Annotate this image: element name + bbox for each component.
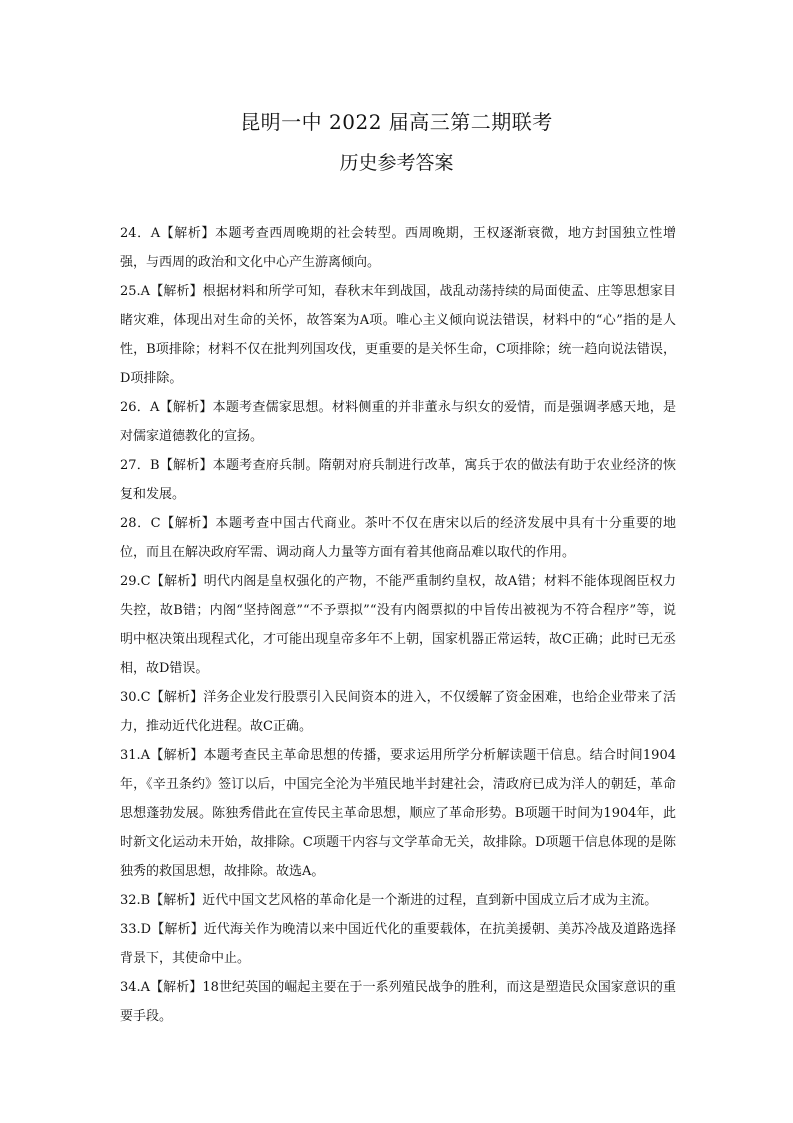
answer-item-33: 33.D【解析】近代海关作为晚清以来中国近代化的重要载体，在抗美援朝、美苏冷战及道路选择背景下，其使命中止。 [120, 922, 676, 966]
answer-item-31: 31.A【解析】本题考查民主革命思想的传播，要求运用所学分析解读题干信息。结合时间1904年，《辛丑条约》签订以后，中国完全沦为半殖民地半封建社会，清政府已成为洋人的朝廷，革命思想蓬勃发展。陈独秀借此在宣传民主革命思想，顺应了革命形势。B项题干时间为1904年，此时新文化运动未开始，故排除。C项题干内容与文学革命无关，故排除。D项题干信息体现的是陈独秀的救国思想，故排除。故选A。 [120, 748, 676, 879]
answer-item-27: 27．B【解析】本题考查府兵制。隋朝对府兵制进行改革，寓兵于农的做法有助于农业经济的恢复和发展。 [120, 458, 676, 502]
answer-item-34: 34.A【解析】18世纪英国的崛起主要在于一系列殖民战争的胜利，而这是塑造民众国家意识的重要手段。 [120, 980, 676, 1024]
answer-list [120, 219, 676, 1031]
answer-item-32: 32.B【解析】近代中国文艺风格的革命化是一个渐进的过程，直到新中国成立后才成为主流。 [120, 893, 658, 908]
answer-item-26: 26．A【解析】本题考查儒家思想。材料侧重的并非董永与织女的爱情，而是强调孝感天地，是对儒家道德教化的宣扬。 [120, 400, 676, 444]
answer-item-29: 29.C【解析】明代内阁是皇权强化的产物，不能严重制约皇权，故A错；材料不能体现阁臣权力失控，故B错；内阁“坚持阁意”“不予票拟”“没有内阁票拟的中旨传出被视为不符合程序”等，说明中枢决策出现程式化，才可能出现皇帝多年不上朝，国家机器正常运转，故C正确；此时已无丞相，故D错误。 [120, 574, 676, 676]
answer-item-28: 28．C【解析】本题考查中国古代商业。茶叶不仅在唐宋以后的经济发展中具有十分重要的地位，而且在解决政府军需、调动商人力量等方面有着其他商品难以取代的作用。 [120, 516, 676, 560]
answer-item-25: 25.A【解析】根据材料和所学可知，春秋末年到战国，战乱动荡持续的局面使孟、庄等思想家目睹灾难，体现出对生命的关怀，故答案为A项。唯心主义倾向说法错误，材料中的“心”指的是人性，B项排除；材料不仅在批判列国攻伐，更重要的是关怀生命，C项排除；统一趋向说法错误，D项排除。 [120, 284, 676, 386]
answer-item-24: 24．A【解析】本题考查西周晚期的社会转型。西周晚期，王权逐渐衰微，地方封国独立性增强，与西周的政治和文化中心产生游离倾向。 [120, 226, 676, 270]
answer-item-30: 30.C【解析】洋务企业发行股票引入民间资本的进入，不仅缓解了资金困难，也给企业带来了活力，推动近代化进程。故C正确。 [120, 690, 676, 734]
document-title: 昆明一中 2022 届高三第二期联考 [240, 110, 553, 134]
document-subtitle: 历史参考答案 [339, 152, 454, 174]
